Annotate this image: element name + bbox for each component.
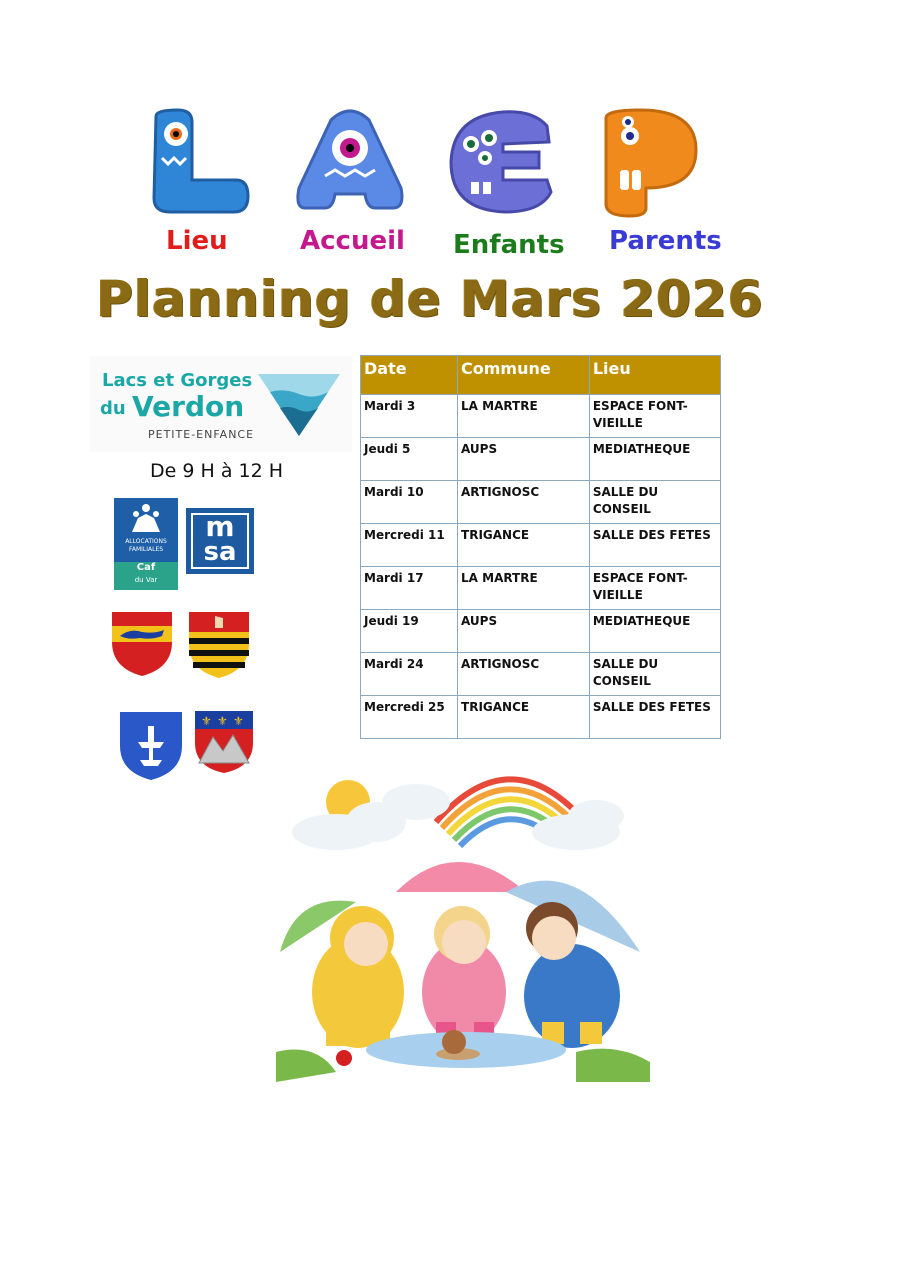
header-lieu: Lieu bbox=[589, 356, 720, 395]
family-icon bbox=[128, 502, 164, 534]
msa-line2: sa bbox=[203, 537, 237, 567]
children-rain-illustration bbox=[276, 752, 650, 1112]
letter-e-monster bbox=[447, 108, 557, 218]
cell-lieu: MEDIATHEQUE bbox=[589, 438, 720, 481]
cell-date: Mardi 17 bbox=[361, 567, 458, 610]
table-row bbox=[361, 696, 721, 739]
verdon-logo bbox=[90, 356, 352, 452]
caf-logo bbox=[114, 498, 178, 590]
table-row bbox=[361, 524, 721, 567]
coat-of-arms-fountain-icon bbox=[120, 712, 182, 780]
svg-text:⚜: ⚜ bbox=[217, 714, 228, 728]
header-commune: Commune bbox=[458, 356, 590, 395]
svg-text:⚜: ⚜ bbox=[233, 714, 244, 728]
cell-lieu: SALLE DU CONSEIL bbox=[589, 653, 720, 696]
cell-date: Mercredi 11 bbox=[361, 524, 458, 567]
table-row bbox=[361, 395, 721, 438]
cell-lieu: MEDIATHEQUE bbox=[589, 610, 720, 653]
logo-line2-prefix: du bbox=[100, 398, 126, 419]
msa-line1: m bbox=[205, 510, 235, 543]
letter-a-monster bbox=[295, 108, 405, 218]
letter-p-monster bbox=[600, 108, 710, 218]
table-row bbox=[361, 567, 721, 610]
cell-commune: TRIGANCE bbox=[458, 524, 590, 567]
child-pink-coat bbox=[422, 906, 506, 1044]
cell-date: Mardi 24 bbox=[361, 653, 458, 696]
logo-subtitle: PETITE-ENFANCE bbox=[148, 428, 255, 441]
cell-date: Mardi 10 bbox=[361, 481, 458, 524]
cell-commune: AUPS bbox=[458, 438, 590, 481]
caf-line2: FAMILIALES bbox=[128, 546, 164, 553]
cell-commune: AUPS bbox=[458, 610, 590, 653]
header-date: Date bbox=[361, 356, 458, 395]
cell-commune: ARTIGNOSC bbox=[458, 653, 590, 696]
cell-lieu: ESPACE FONT-VIEILLE bbox=[589, 567, 720, 610]
table-row bbox=[361, 438, 721, 481]
caf-sub: du Var bbox=[134, 576, 158, 584]
pink-umbrella-icon bbox=[396, 862, 526, 892]
cell-lieu: SALLE DES FETES bbox=[589, 524, 720, 567]
logo-line2-name: Verdon bbox=[132, 390, 245, 423]
schedule-table bbox=[360, 355, 721, 739]
coat-of-arms-hand-icon bbox=[189, 612, 249, 678]
cell-commune: LA MARTRE bbox=[458, 395, 590, 438]
child-yellow-coat bbox=[312, 906, 404, 1048]
cell-date: Mercredi 25 bbox=[361, 696, 458, 739]
word-parents: Parents bbox=[609, 226, 722, 256]
coat-of-arms-weasel-icon bbox=[112, 612, 172, 676]
msa-logo bbox=[186, 508, 254, 574]
table-row bbox=[361, 653, 721, 696]
table-row bbox=[361, 610, 721, 653]
ladybug-icon bbox=[336, 1050, 352, 1066]
word-enfants: Enfants bbox=[453, 230, 565, 260]
caf-name: Caf bbox=[136, 562, 156, 573]
cell-commune: ARTIGNOSC bbox=[458, 481, 590, 524]
verdon-v-icon bbox=[256, 372, 342, 438]
cell-date: Mardi 3 bbox=[361, 395, 458, 438]
opening-hours: De 9 H à 12 H bbox=[150, 460, 283, 482]
cell-lieu: SALLE DU CONSEIL bbox=[589, 481, 720, 524]
table-header-row bbox=[361, 356, 721, 395]
cell-lieu: SALLE DES FETES bbox=[589, 696, 720, 739]
logo-line1: Lacs et Gorges bbox=[102, 370, 253, 391]
word-accueil: Accueil bbox=[300, 226, 405, 256]
cell-date: Jeudi 5 bbox=[361, 438, 458, 481]
table-row bbox=[361, 481, 721, 524]
caf-line1: ALLOCATIONS bbox=[125, 538, 167, 545]
word-lieu: Lieu bbox=[166, 226, 228, 256]
cell-commune: TRIGANCE bbox=[458, 696, 590, 739]
cell-date: Jeudi 19 bbox=[361, 610, 458, 653]
cell-commune: LA MARTRE bbox=[458, 567, 590, 610]
coat-of-arms-mountains-icon bbox=[195, 711, 253, 773]
cell-lieu: ESPACE FONT-VIEILLE bbox=[589, 395, 720, 438]
page-title: Planning de Mars 2026 bbox=[96, 270, 764, 328]
letter-l-monster bbox=[148, 108, 258, 218]
svg-text:⚜: ⚜ bbox=[201, 714, 212, 728]
